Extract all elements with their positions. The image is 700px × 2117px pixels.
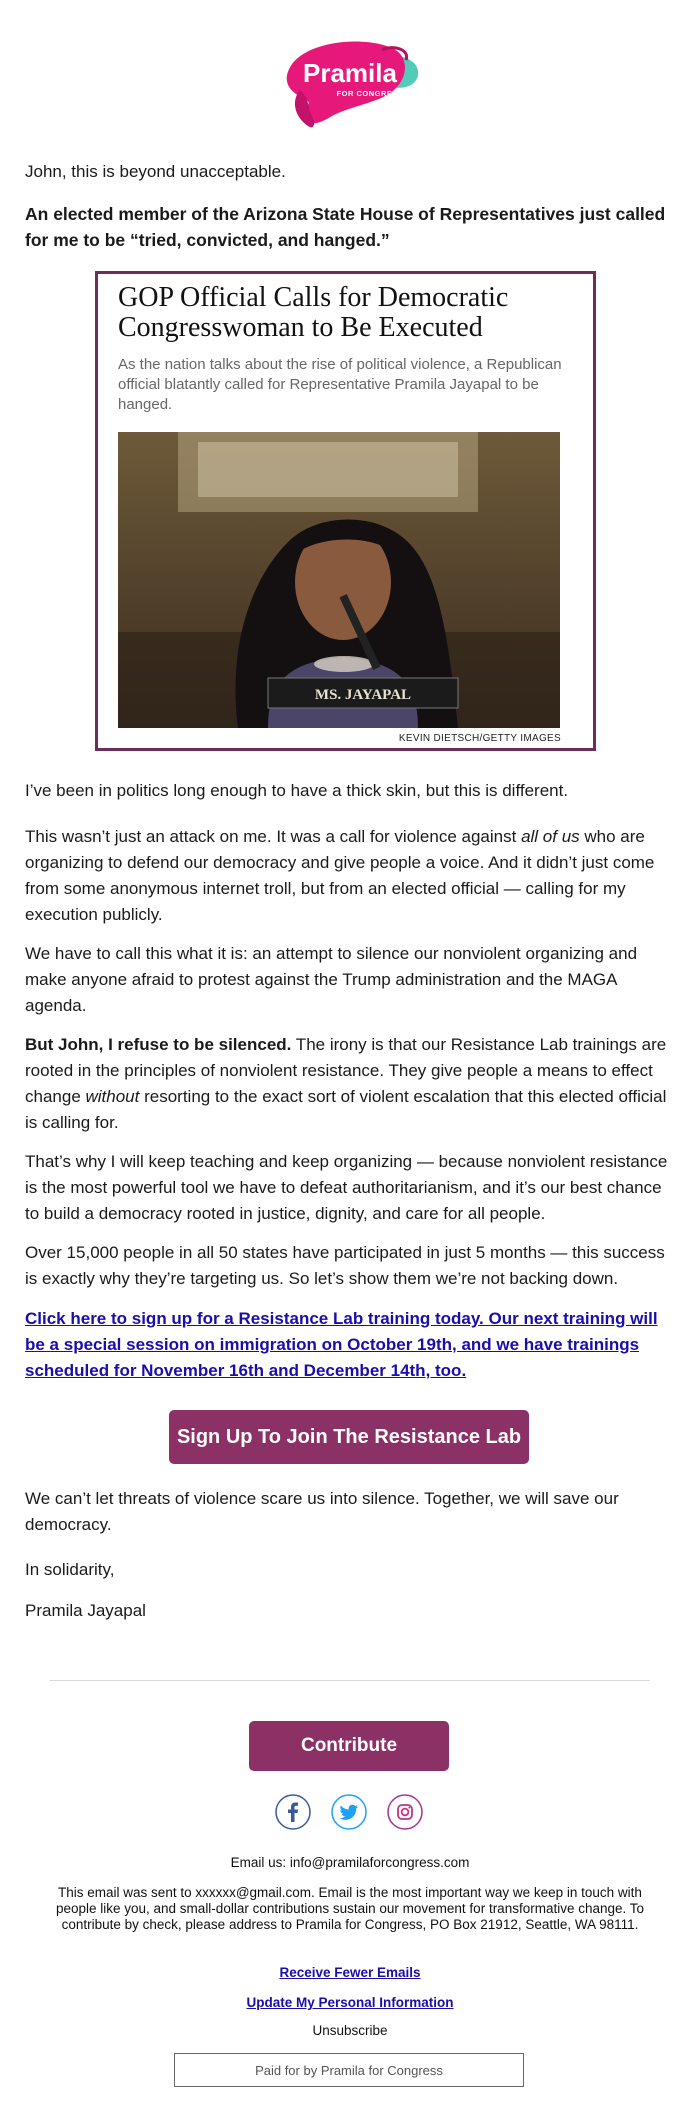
instagram-icon[interactable] bbox=[387, 1794, 423, 1830]
campaign-logo[interactable] bbox=[270, 30, 430, 134]
article-subhead: As the nation talks about the rise of political violence, a Republican official blatantly called for Representative Pramila Jayapal to be hanged. bbox=[118, 356, 562, 413]
logo-brush-graphic bbox=[270, 30, 430, 134]
divider bbox=[50, 1680, 650, 1681]
lead-statement: An elected member of the Arizona State House of Representatives just called for me to be “tried, convicted, and hanged.” bbox=[25, 204, 666, 250]
update-personal-info-link[interactable]: Update My Personal Information bbox=[246, 1995, 454, 2010]
body-paragraph: That’s why I will keep teaching and keep organizing — because nonviolent resistance is the most powerful tool we have to defeat authoritarianism, and it’s our best chance to build a democracy rooted in justice, dignity, and care for all people. bbox=[25, 1152, 668, 1223]
logo-wordmark: Pramila bbox=[303, 58, 397, 88]
signup-link[interactable]: Click here to sign up for a Resistance Lab training today. Our next training will be a special session on immigration on October 19th, and we have trainings scheduled for November 16th and December 14th, too. bbox=[25, 1309, 658, 1380]
unsubscribe-link[interactable]: Unsubscribe bbox=[312, 2023, 388, 2038]
body-paragraph: I’ve been in politics long enough to have a thick skin, but this is different. bbox=[25, 781, 569, 800]
body-paragraph: But John, I refuse to be silenced. The irony is that our Resistance Lab trainings are rooted in the principles of nonviolent resistance. They give people a means to effect change without resorting to the exact sort of violent escalation that this elected official is calling for. bbox=[25, 1035, 667, 1132]
nameplate-text: MS. JAYAPAL bbox=[314, 687, 412, 703]
contribute-button[interactable]: Contribute bbox=[249, 1721, 449, 1771]
signature: Pramila Jayapal bbox=[25, 1601, 146, 1620]
facebook-icon[interactable] bbox=[275, 1794, 311, 1830]
logo-subtitle: FOR CONGRESS bbox=[336, 89, 404, 98]
body-paragraph: We have to call this what it is: an attempt to silence our nonviolent organizing and make anyone afraid to protest against the Trump administration and the MAGA agenda. bbox=[25, 944, 638, 1015]
photo-credit: KEVIN DIETSCH/GETTY IMAGES bbox=[398, 733, 561, 744]
body-paragraph: This wasn’t just an attack on me. It was a call for violence against all of us who are organizing to defend our democracy and give people a voice. And it didn’t just come from some anonymous internet troll, but from an elected official — calling for my execution publicly. bbox=[25, 827, 655, 924]
paid-for-disclaimer: Paid for by Pramila for Congress bbox=[174, 2053, 524, 2087]
article-card[interactable] bbox=[95, 271, 596, 751]
greeting: John, this is beyond unacceptable. bbox=[25, 162, 286, 181]
update-info-row bbox=[55, 1995, 645, 2011]
twitter-icon[interactable] bbox=[331, 1794, 367, 1830]
article-photo bbox=[118, 432, 560, 728]
join-resistance-lab-button[interactable]: Sign Up To Join The Resistance Lab bbox=[169, 1410, 529, 1464]
article-headline: GOP Official Calls for Democratic Congresswoman to Be Executed bbox=[118, 282, 509, 343]
body-paragraph: We can’t let threats of violence scare us into silence. Together, we will save our democracy. bbox=[25, 1489, 619, 1534]
contact-email: Email us: info@pramilaforcongress.com bbox=[230, 1855, 470, 1870]
closing: In solidarity, bbox=[25, 1560, 115, 1579]
signup-link-paragraph bbox=[25, 1306, 675, 1384]
fewer-emails-row bbox=[55, 1965, 645, 1981]
body-paragraph: Over 15,000 people in all 50 states have participated in just 5 months — this success is exactly why they’re targeting us. So let’s show them we’re not backing down. bbox=[25, 1243, 665, 1288]
footer-disclaimer: This email was sent to xxxxxx@gmail.com. Email is the most important way we keep in touch with people like you, and small-dollar contributions sustain our movement for transformative change. To contribute by check, please address to Pramila for Congress, PO Box 21912, Seattle, WA 98111. bbox=[55, 1885, 645, 1932]
receive-fewer-emails-link[interactable]: Receive Fewer Emails bbox=[279, 1965, 421, 1980]
